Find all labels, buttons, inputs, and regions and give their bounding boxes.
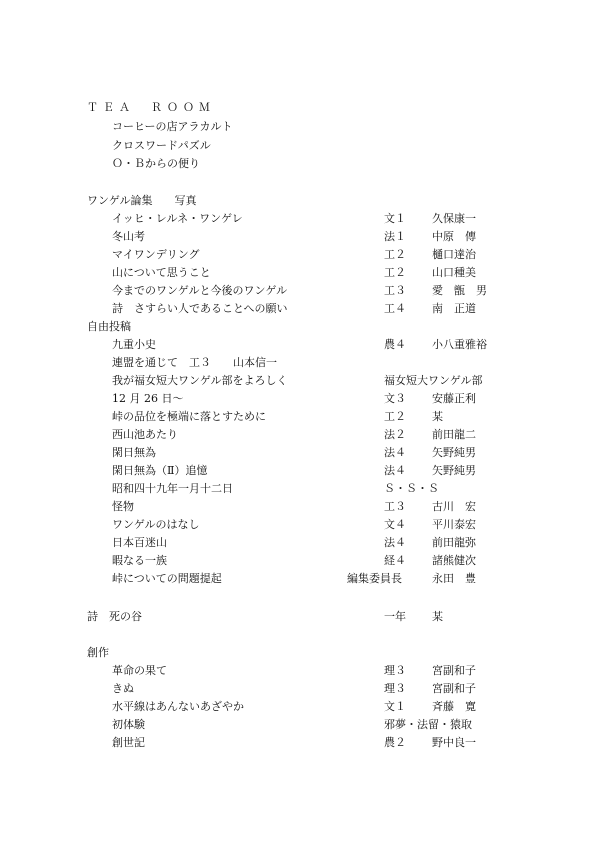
toc-item-author: 安藤正利: [432, 392, 476, 405]
toc-item-title: 水平線はあんないあざやか: [112, 700, 244, 713]
ronshu-heading: ワンゲル論集 写真: [87, 194, 197, 207]
toc-item-dept: 福女短大ワンゲル部: [384, 374, 483, 387]
toc-item-author: 南 正道: [432, 302, 476, 315]
toc-item-author: 野中良一: [432, 736, 476, 749]
toc-item-author: 諸熊健次: [432, 554, 476, 567]
toc-item-title: 閑日無為: [112, 446, 156, 459]
toc-item-dept: 文１: [384, 212, 406, 225]
toc-item-title: Ｏ・Ｂからの便り: [112, 157, 200, 170]
toc-item-author: 平川泰宏: [432, 518, 476, 531]
toc-item-title: 詩 さすらい人であることへの願い: [112, 302, 288, 315]
toc-item-title: 初体験: [112, 718, 145, 731]
toc-item-dept: 法１: [384, 230, 406, 243]
toc-item-dept: 工３: [384, 284, 406, 297]
toc-item-dept: 法２: [384, 428, 406, 441]
poem-author: 某: [432, 610, 443, 623]
toc-item-author: 樋口達治: [432, 248, 476, 261]
toc-item-title: ワンゲルのはなし: [112, 518, 200, 531]
toc-item-dept: 邪夢・法留・猿取: [384, 718, 472, 731]
toc-item-author: 斉藤 寛: [432, 700, 476, 713]
toc-item-title: 峠の品位を極端に落とすために: [112, 410, 266, 423]
toc-item-title: 閑日無為（Ⅱ）追憶: [112, 464, 208, 477]
toc-item-author: 久保康一: [432, 212, 476, 225]
toc-item-title: 今までのワンゲルと今後のワンゲル: [112, 284, 288, 297]
toc-item-title: マイワンデリング: [112, 248, 200, 261]
toc-item-dept: 農２: [384, 736, 406, 749]
toc-item-dept: 編集委員長: [347, 572, 402, 585]
toc-item-title: コーヒーの店アラカルト: [112, 120, 233, 133]
toc-item-dept: 法４: [384, 536, 406, 549]
toc-item-author: 宮副和子: [432, 664, 476, 677]
toc-item-dept: 文４: [384, 518, 406, 531]
toc-item-author: 矢野純男: [432, 446, 476, 459]
toc-item-dept: 文３: [384, 392, 406, 405]
toc-item-author: 宮副和子: [432, 682, 476, 695]
toc-item-dept: 農４: [384, 338, 406, 351]
toc-item-author: 古川 宏: [432, 500, 476, 513]
toc-item-dept: Ｓ・Ｓ・Ｓ: [384, 482, 439, 495]
jiyu-heading: 自由投稿: [87, 320, 131, 333]
toc-item-author: 矢野純男: [432, 464, 476, 477]
toc-item-dept: 理３: [384, 682, 406, 695]
toc-item-title: 九重小史: [112, 338, 156, 351]
toc-item-dept: 工２: [384, 410, 406, 423]
sousaku-heading: 創作: [87, 646, 109, 659]
toc-item-author: 某: [432, 410, 443, 423]
toc-item-title: 冬山考: [112, 230, 145, 243]
toc-item-dept: 工４: [384, 302, 406, 315]
toc-item-title: 山について思うこと: [112, 266, 211, 279]
toc-item-dept: 理３: [384, 664, 406, 677]
toc-item-dept: 文１: [384, 700, 406, 713]
tea-room-heading: ＴＥＡ ＲＯＯＭ: [87, 101, 215, 114]
toc-item-dept: 工２: [384, 266, 406, 279]
toc-item-title: 西山池あたり: [112, 428, 178, 441]
toc-item-title: 怪物: [112, 500, 134, 513]
toc-item-title: 暇なる一族: [112, 554, 167, 567]
toc-item-title: イッヒ・レルネ・ワンゲレ: [112, 212, 243, 225]
toc-item-dept: 工２: [384, 248, 406, 261]
toc-item-author: 中原 傳: [432, 230, 476, 243]
toc-item-title: 12 月 26 日～: [112, 392, 184, 405]
toc-item-dept: 法４: [384, 464, 406, 477]
toc-item-title: 我が福女短大ワンゲル部をよろしく: [112, 374, 288, 387]
toc-item-title: 日本百迷山: [112, 536, 167, 549]
toc-item-author: 前田龍弥: [432, 536, 476, 549]
poem-dept: 一年: [384, 610, 406, 623]
toc-item-title: クロスワードパズル: [112, 139, 211, 152]
toc-item-title: 昭和四十九年一月十二日: [112, 482, 233, 495]
toc-item-title: 峠についての問題提起: [112, 572, 222, 585]
toc-item-title: 革命の果て: [112, 664, 167, 677]
toc-item-author: 愛 甑 男: [432, 284, 487, 297]
toc-item-dept: 工３: [384, 500, 406, 513]
poem-title: 詩 死の谷: [87, 610, 142, 623]
toc-item-author: 小八重雅裕: [432, 338, 487, 351]
toc-item-title: きぬ: [112, 682, 134, 695]
toc-item-author: 永田 豊: [432, 572, 476, 585]
toc-item-dept: 法４: [384, 446, 406, 459]
toc-item-title: 連盟を通じて 工３ 山本信一: [112, 356, 277, 369]
toc-item-title: 創世記: [112, 736, 145, 749]
toc-item-author: 山口種美: [432, 266, 476, 279]
toc-item-author: 前田龍二: [432, 428, 476, 441]
toc-item-dept: 経４: [384, 554, 406, 567]
